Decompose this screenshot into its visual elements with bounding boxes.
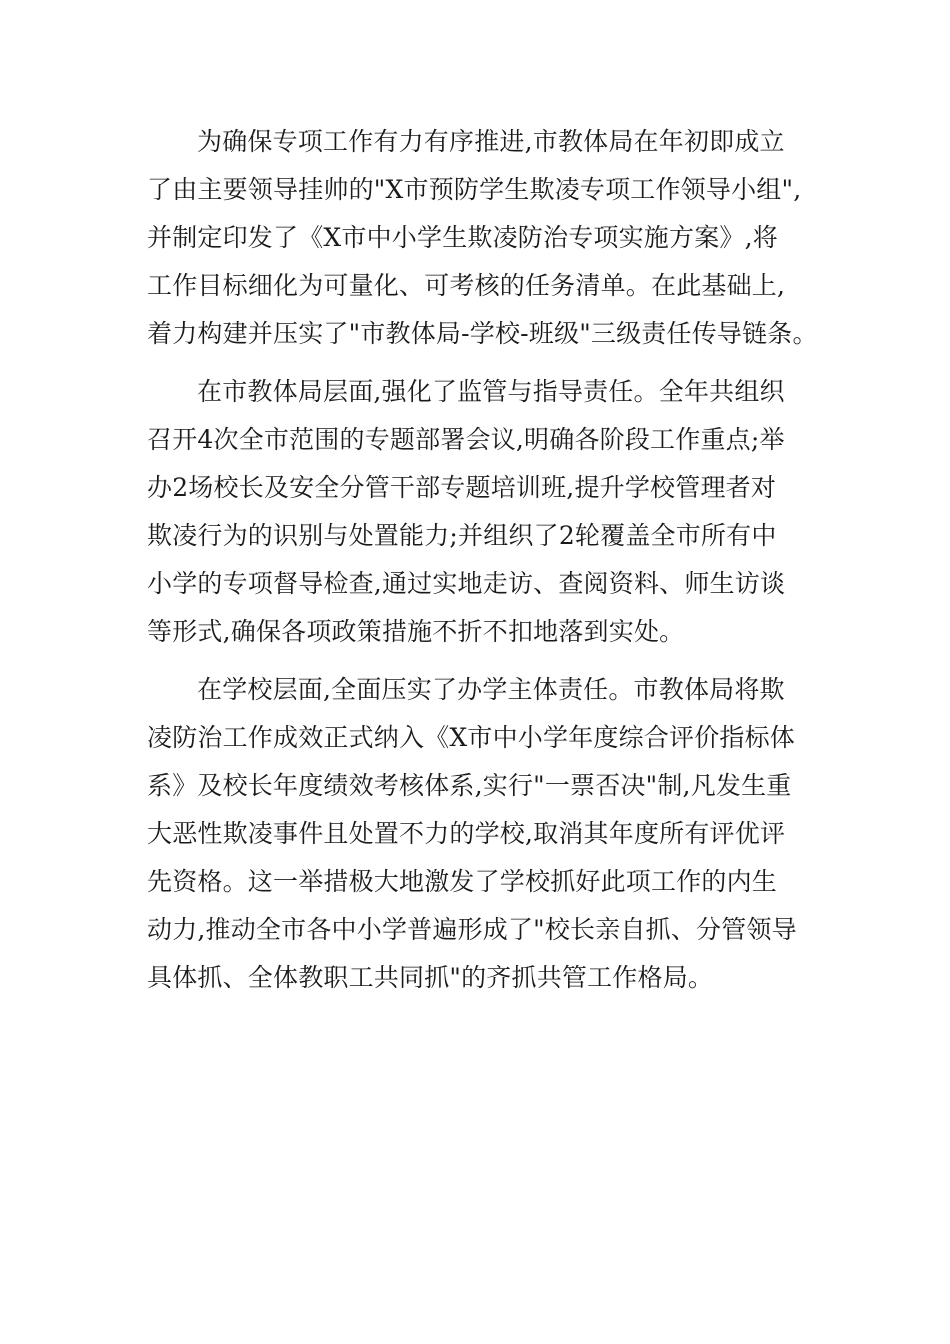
paragraph-line: 动力,推动全市各中小学普遍形成了"校长亲自抓、分管领导 <box>147 915 797 944</box>
paragraph-line: 系》及校长年度绩效考核体系,实行"一票否决"制,凡发生重 <box>147 771 792 800</box>
paragraph-line: 具体抓、全体教职工共同抓"的齐抓共管工作格局。 <box>147 963 714 992</box>
paragraph-line: 凌防治工作成效正式纳入《X市中小学年度综合评价指标体 <box>147 723 796 752</box>
paragraph-line: 工作目标细化为可量化、可考核的任务清单。在此基础上, <box>147 271 786 300</box>
paragraph-line: 在市教体局层面,强化了监管与指导责任。全年共组织 <box>197 377 785 406</box>
paragraph-line: 召开4次全市范围的专题部署会议,明确各阶段工作重点;举 <box>147 425 785 454</box>
paragraph-line: 欺凌行为的识别与处置能力;并组织了2轮覆盖全市所有中 <box>147 521 777 550</box>
paragraph-line: 在学校层面,全面压实了办学主体责任。市教体局将欺 <box>197 675 785 704</box>
paragraph-line: 为确保专项工作有力有序推进,市教体局在年初即成立 <box>197 127 785 156</box>
paragraph-line: 着力构建并压实了"市教体局-学校-班级"三级责任传导链条。 <box>147 319 818 348</box>
paragraph-line: 小学的专项督导检查,通过实地走访、查阅资料、师生访谈 <box>147 569 786 598</box>
paragraph-line: 了由主要领导挂帅的"X市预防学生欺凌专项工作领导小组", <box>147 175 802 204</box>
paragraph-line: 等形式,确保各项政策措施不折不扣地落到实处。 <box>147 617 685 646</box>
paragraph-line: 办2场校长及安全分管干部专题培训班,提升学校管理者对 <box>147 473 777 502</box>
paragraph-line: 大恶性欺凌事件且处置不力的学校,取消其年度所有评优评 <box>147 819 786 848</box>
paragraph-line: 先资格。这一举措极大地激发了学校抓好此项工作的内生 <box>147 867 778 896</box>
paragraph-2 <box>147 368 807 656</box>
document-body <box>147 118 818 1012</box>
paragraph-1 <box>147 118 818 358</box>
paragraph-3 <box>147 666 807 1002</box>
paragraph-line: 并制定印发了《X市中小学生欺凌防治专项实施方案》,将 <box>147 223 778 252</box>
